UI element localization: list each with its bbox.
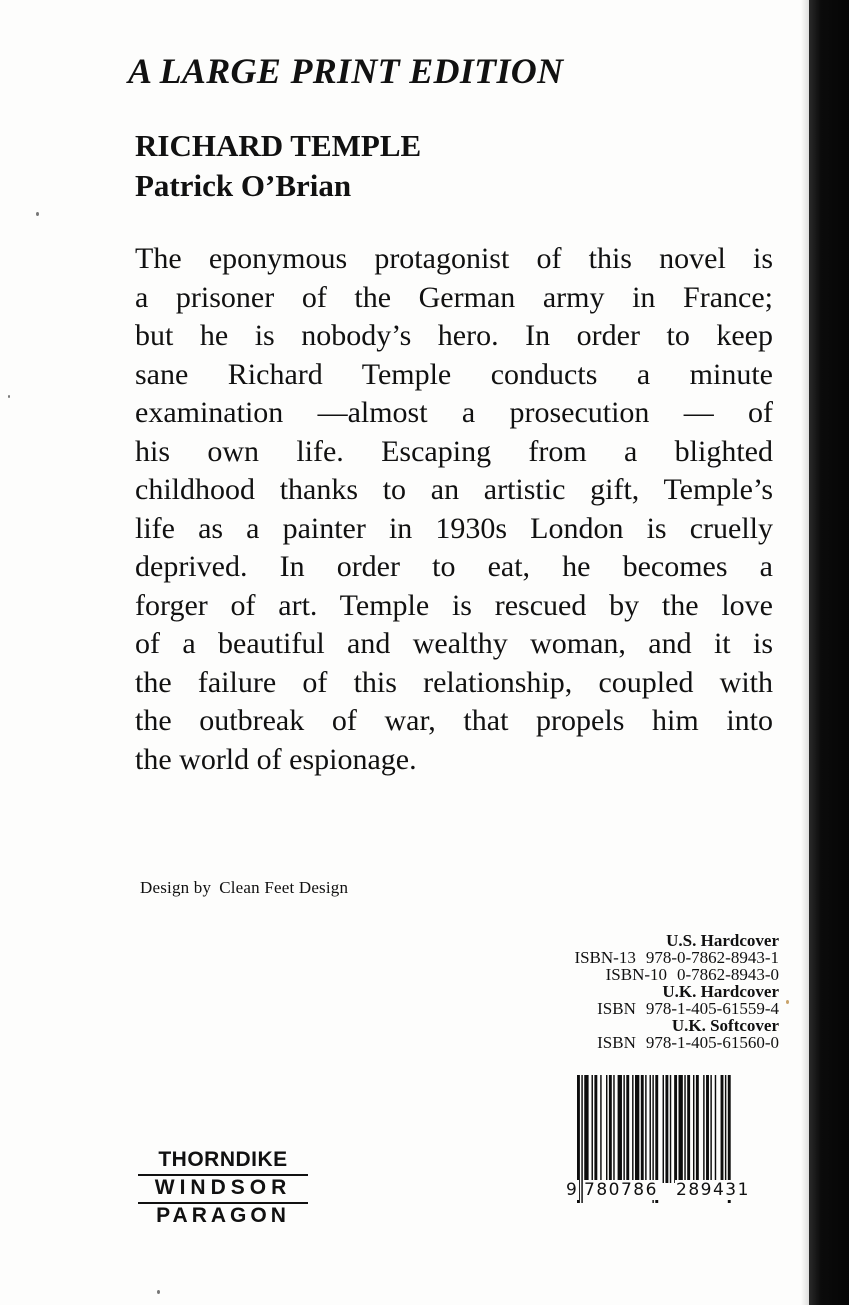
isbn-number: 978-1-405-61560-0 [645,1033,779,1052]
barcode-bar [650,1075,651,1183]
barcode-right-digits: 289431 [676,1180,750,1200]
barcode-bar [725,1075,726,1183]
barcode-bar [613,1075,614,1183]
barcode-bar [663,1075,664,1183]
spine-shadow [801,0,809,1305]
blurb-line: of a beautiful and wealthy woman, and it is [135,627,773,660]
isbn-number: 0-7862-8943-0 [677,965,779,984]
barcode-bar [679,1075,683,1183]
isbn-number: 978-1-405-61559-4 [645,999,779,1018]
publisher-windsor: WINDSOR [154,1176,292,1199]
speck [157,1290,160,1294]
book-title: RICHARD TEMPLE [135,128,422,163]
design-credit-prefix: Design by [140,878,212,897]
isbn-block [479,932,779,1051]
us-hardcover-heading: U.S. Hardcover [666,931,779,950]
barcode-bar [696,1075,699,1183]
us-isbn10-row [479,966,779,983]
barcode-bar [594,1075,597,1183]
isbn-label: ISBN-10 [605,965,668,984]
blurb-line: childhood thanks to an artistic gift, Temple’s [135,473,773,506]
uk-hardcover-heading: U.K. Hardcover [662,982,779,1001]
blurb-line: his own life. Escaping from a blighted [135,434,773,468]
blurb-line: but he is nobody’s hero. In order to keep [135,319,773,352]
barcode-bar [645,1075,646,1183]
isbn-label: ISBN [597,999,636,1018]
isbn-number: 978-0-7862-8943-1 [645,948,779,967]
barcode-bar [600,1075,601,1183]
blurb-line: forger of art. Temple is rescued by the love [135,588,773,622]
uk-hardcover-isbn-row [479,1000,779,1017]
book-author: Patrick O’Brian [135,168,352,203]
us-isbn13-row [479,949,779,966]
blurb-line: The eponymous protagonist of this novel is [135,242,773,275]
barcode-bar [693,1075,694,1183]
barcode-bar [623,1075,624,1183]
blurb-line: the outbreak of war, that propels him into [135,704,773,737]
isbn-label: ISBN [597,1033,636,1052]
edition-label: A LARGE PRINT EDITION [128,51,564,91]
barcode-bar [670,1075,671,1183]
publisher-logo [138,1148,308,1230]
speck [36,212,39,216]
barcode-bar [721,1075,724,1183]
barcode-bar [710,1075,711,1183]
barcode-bar [687,1075,690,1183]
barcode-bar [606,1075,607,1183]
barcode-bar [706,1075,709,1183]
speck [8,395,10,398]
barcode-bar [592,1075,593,1183]
design-credit-name: Clean Feet Design [219,878,349,897]
barcode-bar [641,1075,644,1183]
design-credit [140,878,348,898]
barcode-bar [609,1075,612,1183]
barcode-bar [632,1075,633,1183]
blurb-line: a prisoner of the German army in France; [135,280,773,314]
barcode-bar [584,1075,588,1183]
barcode-bar [674,1075,677,1183]
barcode-bar [665,1075,668,1183]
barcode-bar [703,1075,704,1183]
blurb-line: sane Richard Temple conducts a minute [135,357,773,391]
blurb-line: deprived. In order to eat, he becomes a [135,550,773,583]
blurb-line: life as a painter in 1930s London is cruelly [135,511,773,545]
isbn-label: ISBN-13 [574,948,636,967]
blurb-line: the world of espionage. [135,742,417,776]
barcode-bar [618,1075,622,1183]
publisher-thorndike: THORNDIKE [158,1148,288,1171]
speck [786,1000,789,1004]
uk-softcover-isbn-row [479,1034,779,1051]
blurb-line: the failure of this relationship, coupled with [135,665,773,699]
barcode-lead-digit: 9 [566,1180,579,1200]
barcode-bar [715,1075,716,1183]
barcode-left-digits: 780786 [584,1180,658,1200]
uk-softcover-heading: U.K. Softcover [671,1016,779,1035]
publisher-paragon: PARAGON [156,1204,290,1227]
blurb-line: examination —almost a prosecution — of [135,396,773,429]
cover-edge [809,0,849,1305]
barcode-bar [635,1075,639,1183]
blurb-paragraph [135,240,773,779]
barcode-bar [626,1075,629,1183]
barcode-bar [684,1075,685,1183]
